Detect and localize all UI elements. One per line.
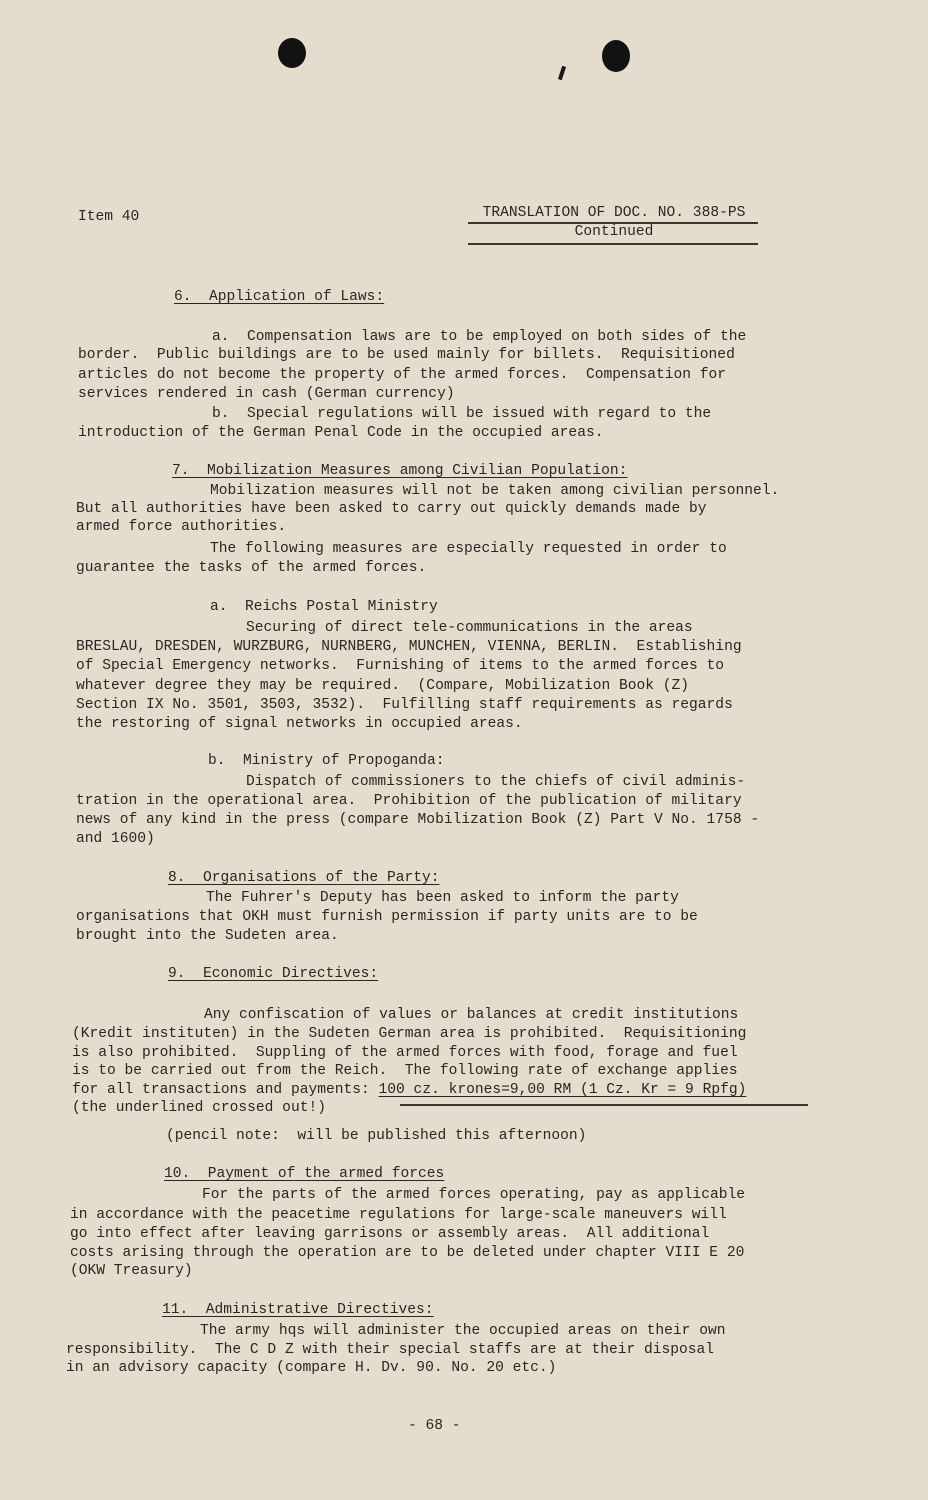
section-8-line: The Fuhrer's Deputy has been asked to inform the party — [206, 890, 679, 906]
section-7b-line: Dispatch of commissioners to the chiefs of civil adminis- — [246, 774, 746, 790]
item-number: Item 40 — [78, 209, 140, 225]
section-11-title: 11. Administrative Directives: — [162, 1302, 434, 1318]
section-6b-line: b. Special regulations will be issued with regard to the — [212, 406, 712, 422]
section-7a-line: BRESLAU, DRESDEN, WURZBURG, NURNBERG, MUNCHEN, VIENNA, BERLIN. Establishing — [76, 639, 742, 655]
section-6a-line: articles do not become the property of the armed forces. Compensation for — [78, 367, 727, 383]
section-7a-title: a. Reichs Postal Ministry — [210, 599, 438, 615]
section-8-line: organisations that OKH must furnish permission if party units are to be — [76, 909, 698, 925]
section-6a-line: services rendered in cash (German currency) — [78, 386, 455, 402]
section-7b-title: b. Ministry of Propoganda: — [208, 753, 445, 769]
section-6-title: 6. Application of Laws: — [174, 289, 385, 305]
section-11-line: The army hqs will administer the occupied areas on their own — [200, 1323, 726, 1339]
doc-subtitle: Continued — [574, 224, 654, 240]
section-8-title: 8. Organisations of the Party: — [168, 870, 440, 886]
section-11-line: in an advisory capacity (compare H. Dv. 90. No. 20 etc.) — [66, 1360, 557, 1376]
section-7a-line: Securing of direct tele-communications in the areas — [246, 620, 693, 636]
section-9-line — [72, 1081, 746, 1099]
section-7-para-line: guarantee the tasks of the armed forces. — [76, 560, 427, 576]
section-7a-line: the restoring of signal networks in occupied areas. — [76, 716, 523, 732]
section-9-title: 9. Economic Directives: — [168, 966, 379, 982]
section-6b-line: introduction of the German Penal Code in the occupied areas. — [78, 425, 604, 441]
section-10-line: go into effect after leaving garrisons or assembly areas. All additional — [70, 1226, 710, 1242]
exchange-rate: 100 cz. krones=9,00 RM (1 Cz. Kr = 9 Rpfg) — [378, 1082, 747, 1098]
section-9-line: (the underlined crossed out!) — [72, 1100, 326, 1116]
section-9-line: is also prohibited. Suppling of the armed forces with food, forage and fuel — [72, 1045, 738, 1061]
section-10-line: (OKW Treasury) — [70, 1263, 193, 1279]
exchange-rate-lead: for all transactions and payments: — [72, 1082, 379, 1098]
header-rule-1 — [468, 222, 758, 224]
section-9-line: is to be carried out from the Reich. The following rate of exchange applies — [72, 1063, 738, 1079]
section-7-title: 7. Mobilization Measures among Civilian Population: — [172, 463, 628, 479]
section-10-line: For the parts of the armed forces operating, pay as applicable — [202, 1187, 745, 1203]
section-7a-line: Section IX No. 3501, 3503, 3532). Fulfilling staff requirements as regards — [76, 697, 733, 713]
page-number: - 68 - — [408, 1418, 461, 1434]
section-7b-line: news of any kind in the press (compare Mobilization Book (Z) Part V No. 1758 - — [76, 812, 760, 828]
section-8-line: brought into the Sudeten area. — [76, 928, 339, 944]
section-6a-line: a. Compensation laws are to be employed on both sides of the — [212, 329, 747, 345]
header-rule-2 — [468, 243, 758, 245]
section-7a-line: whatever degree they may be required. (Compare, Mobilization Book (Z) — [76, 678, 690, 694]
punch-hole-right — [602, 40, 630, 72]
section-9-line: (Kredit instituten) in the Sudeten German area is prohibited. Requisitioning — [72, 1026, 747, 1042]
doc-title: TRANSLATION OF DOC. NO. 388-PS — [482, 205, 746, 221]
section-7-para-line: Mobilization measures will not be taken among civilian personnel. — [210, 483, 780, 499]
pencil-note: (pencil note: will be published this afternoon) — [166, 1128, 587, 1144]
section-10-title: 10. Payment of the armed forces — [164, 1166, 445, 1182]
section-7b-line: tration in the operational area. Prohibition of the publication of military — [76, 793, 742, 809]
section-11-line: responsibility. The C D Z with their special staffs are at their disposal — [66, 1342, 715, 1358]
section-10-line: costs arising through the operation are to be deleted under chapter VIII E 20 — [70, 1245, 745, 1261]
section-10-line: in accordance with the peacetime regulations for large-scale maneuvers will — [70, 1207, 727, 1223]
ink-mark — [558, 66, 566, 81]
section-7-para-line: armed force authorities. — [76, 519, 287, 535]
section-7-para-line: The following measures are especially requested in order to — [210, 541, 727, 557]
section-7b-line: and 1600) — [76, 831, 155, 847]
section-9-line: Any confiscation of values or balances at credit institutions — [204, 1007, 739, 1023]
section-7a-line: of Special Emergency networks. Furnishing of items to the armed forces to — [76, 658, 725, 674]
section-6a-line: border. Public buildings are to be used mainly for billets. Requisitioned — [78, 347, 735, 363]
exchange-rate-rule — [400, 1104, 808, 1106]
punch-hole-left — [278, 38, 306, 68]
section-7-para-line: But all authorities have been asked to carry out quickly demands made by — [76, 501, 707, 517]
